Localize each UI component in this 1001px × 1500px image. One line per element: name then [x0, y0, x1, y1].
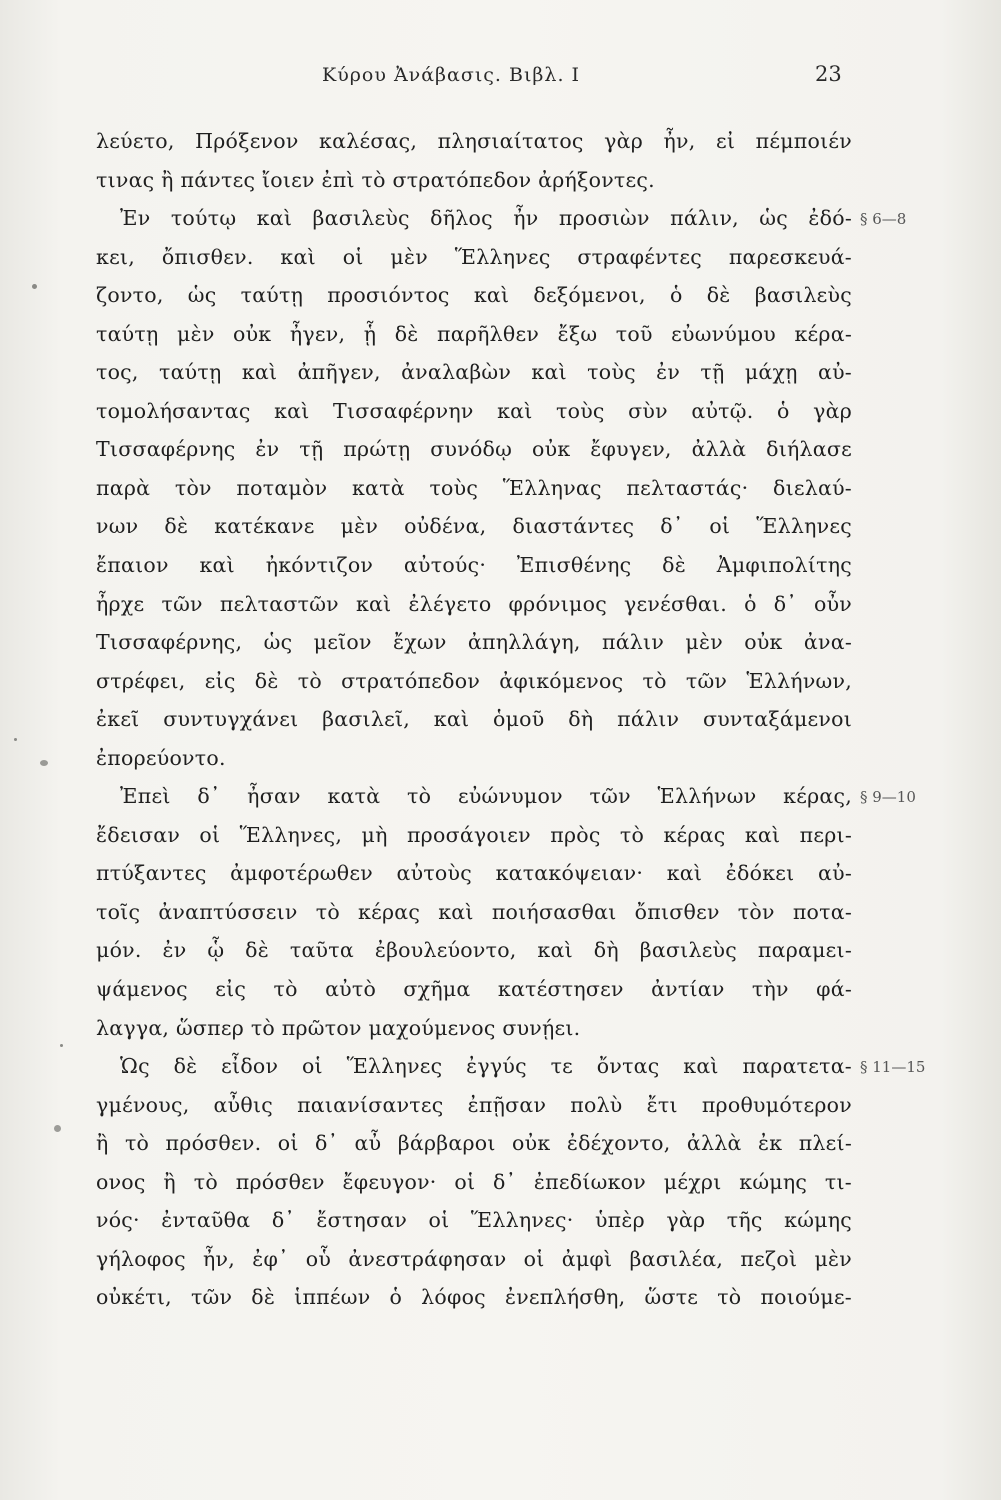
- text-line: μόν. ἐν ᾧ δὲ ταῦτα ἐβουλεύοντο, καὶ δὴ βασιλεὺς παραμει-: [96, 938, 852, 963]
- text-line: ἔπαιον καὶ ἠκόντιζον αὐτούς· Ἐπισθένης δὲ Ἀμφιπολίτης: [96, 553, 852, 578]
- page-number: 23: [815, 62, 842, 86]
- text-line: τοῖς ἀναπτύσσειν τὸ κέρας καὶ ποιήσασθαι ὄπισθεν τὸν ποτα-: [96, 899, 852, 924]
- section-marker: § 6—8: [860, 210, 907, 229]
- text-line: στρέφει, εἰς δὲ τὸ στρατόπεδον ἀφικόμενος τὸ τῶν Ἑλλήνων,: [96, 668, 852, 693]
- page-header: [0, 60, 1001, 100]
- text-line: ἦρχε τῶν πελταστῶν καὶ ἐλέγετο φρόνιμος γενέσθαι. ὁ δ᾽ οὖν: [96, 591, 852, 616]
- text-line: τομολήσαντας καὶ Τισσαφέρνην καὶ τοὺς σὺν αὐτῷ. ὁ γὰρ: [96, 398, 852, 423]
- paper-speck: [40, 760, 48, 766]
- section-marker: § 11—15: [860, 1058, 926, 1077]
- body-text: [96, 122, 852, 1317]
- text-line: νός· ἐνταῦθα δ᾽ ἔστησαν οἱ Ἕλληνες· ὑπὲρ γὰρ τῆς κώμης: [96, 1208, 852, 1233]
- text-line: οὐκέτι, τῶν δὲ ἱππέων ὁ λόφος ἐνεπλήσθη, ὥστε τὸ ποιούμε-: [96, 1285, 852, 1310]
- running-title: Κύρου Ἀνάβασις. Βιβλ. I: [322, 64, 581, 86]
- paper-speck: [60, 1044, 63, 1047]
- text-line: Ἐν τούτῳ καὶ βασιλεὺς δῆλος ἦν προσιὼν πάλιν, ὡς ἐδό-: [120, 206, 852, 231]
- text-line: ἐκεῖ συντυγχάνει βασιλεῖ, καὶ ὁμοῦ δὴ πάλιν συνταξάμενοι: [96, 707, 852, 732]
- text-line: νων δὲ κατέκανε μὲν οὐδένα, διαστάντες δ᾽ οἱ Ἕλληνες: [96, 514, 852, 539]
- text-line: ἔδεισαν οἱ Ἕλληνες, μὴ προσάγοιεν πρὸς τὸ κέρας καὶ περι-: [96, 822, 852, 847]
- text-line: Τισσαφέρνης, ὡς μεῖον ἔχων ἀπηλλάγη, πάλιν μὲν οὐκ ἀνα-: [96, 630, 852, 655]
- paper-speck: [32, 284, 37, 289]
- text-line: Τισσαφέρνης ἐν τῇ πρώτῃ συνόδῳ οὐκ ἔφυγεν, ἀλλὰ διήλασε: [96, 437, 852, 462]
- text-line: γμένους, αὖθις παιανίσαντες ἐπῇσαν πολὺ ἔτι προθυμότερον: [96, 1092, 852, 1117]
- text-line: ζοντο, ὡς ταύτῃ προσιόντος καὶ δεξόμενοι, ὁ δὲ βασιλεὺς: [96, 283, 852, 308]
- text-line: τος, ταύτῃ καὶ ἀπῆγεν, ἀναλαβὼν καὶ τοὺς ἐν τῇ μάχῃ αὐ-: [96, 360, 852, 385]
- text-line: τινας ἢ πάντες ἴοιεν ἐπὶ τὸ στρατόπεδον ἀρήξοντες.: [96, 167, 655, 192]
- paper-speck: [14, 738, 17, 741]
- section-marker: § 9—10: [860, 788, 916, 807]
- text-line: κει, ὄπισθεν. καὶ οἱ μὲν Ἕλληνες στραφέντες παρεσκευά-: [96, 244, 852, 269]
- text-line: πτύξαντες ἀμφοτέρωθεν αὐτοὺς κατακόψειαν· καὶ ἐδόκει αὐ-: [96, 861, 852, 886]
- text-line: Ἐπεὶ δ᾽ ἦσαν κατὰ τὸ εὐώνυμον τῶν Ἑλλήνων κέρας,: [120, 784, 852, 809]
- paper-speck: [54, 1125, 61, 1132]
- text-line: παρὰ τὸν ποταμὸν κατὰ τοὺς Ἕλληνας πελταστάς· διελαύ-: [96, 475, 852, 500]
- text-line: γήλοφος ἦν, ἐφ᾽ οὗ ἀνεστράφησαν οἱ ἀμφὶ βασιλέα, πεζοὶ μὲν: [96, 1246, 852, 1271]
- text-line: ψάμενος εἰς τὸ αὐτὸ σχῆμα κατέστησεν ἀντίαν τὴν φά-: [96, 977, 852, 1002]
- text-line: ἐπορεύοντο.: [96, 745, 226, 770]
- text-line: ονος ἢ τὸ πρόσθεν ἔφευγον· οἱ δ᾽ ἐπεδίωκον μέχρι κώμης τι-: [96, 1169, 852, 1194]
- text-line: λεύετο, Πρόξενον καλέσας, πλησιαίτατος γὰρ ἦν, εἰ πέμποιέν: [96, 129, 852, 153]
- text-line: ἢ τὸ πρόσθεν. οἱ δ᾽ αὖ βάρβαροι οὐκ ἐδέχοντο, ἀλλὰ ἐκ πλεί-: [96, 1131, 852, 1156]
- text-line: ταύτῃ μὲν οὐκ ἦγεν, ᾗ δὲ παρῆλθεν ἔξω τοῦ εὐωνύμου κέρα-: [96, 321, 852, 346]
- text-line: Ὡς δὲ εἶδον οἱ Ἕλληνες ἐγγύς τε ὄντας καὶ παρατετα-: [120, 1054, 852, 1079]
- text-line: λαγγα, ὥσπερ τὸ πρῶτον μαχούμενος συνῄει.: [96, 1015, 581, 1040]
